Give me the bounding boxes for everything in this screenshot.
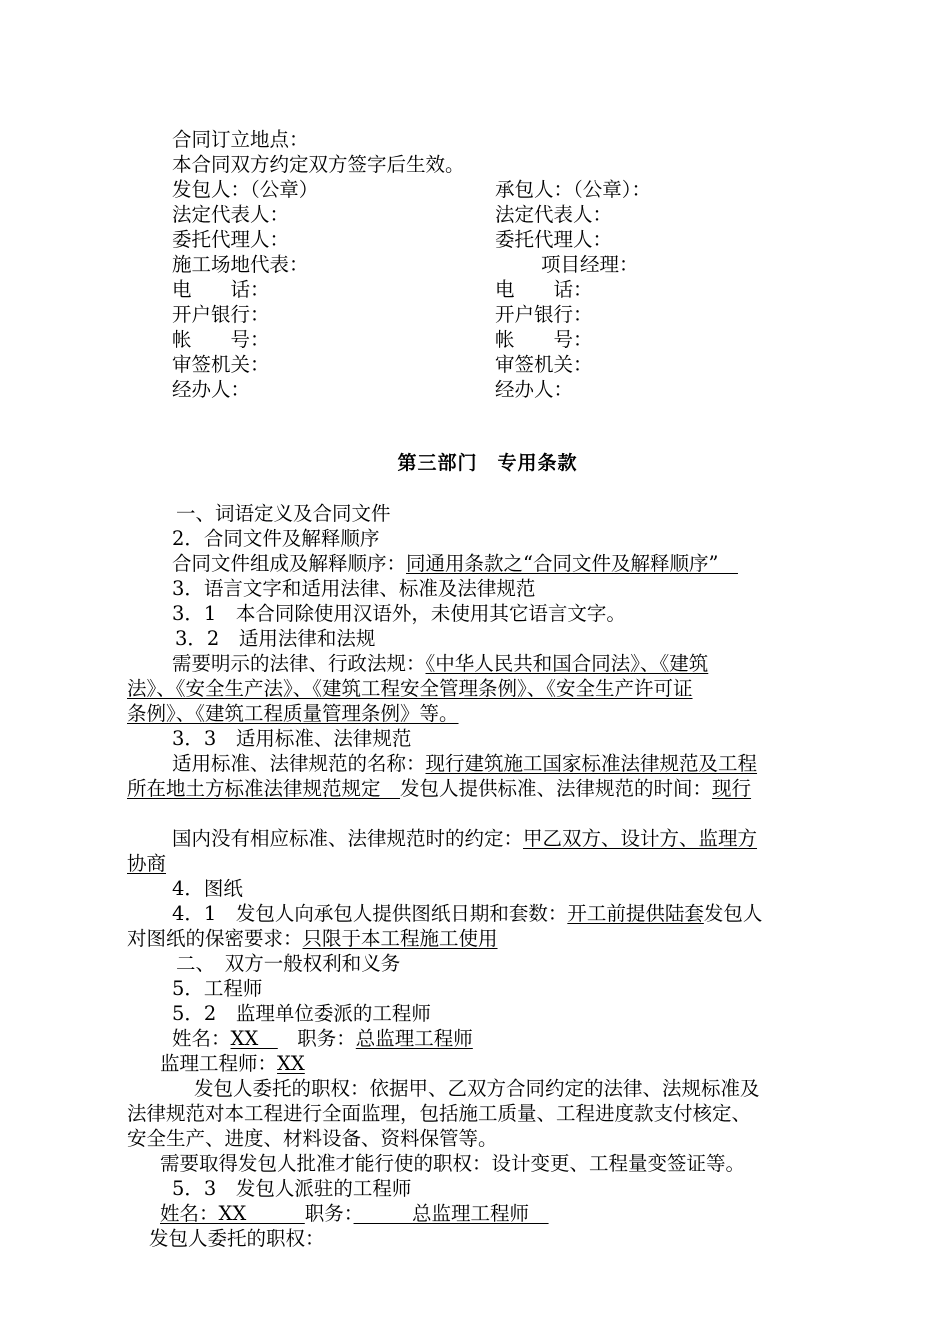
sign-left-agent: 委托代理人： (172, 228, 290, 251)
engineer2-name-line: 姓名：XX 职务： 总监理工程师 (160, 1202, 549, 1225)
no-standard-value-1: 甲乙双方、设计方、监理方 (523, 827, 758, 850)
clause-3-3: 3．3 适用标准、法律规范 (172, 727, 412, 750)
laws-value-1: 《中华人民共和国合同法》、《建筑 (425, 652, 709, 675)
laws-line-3: 条例》、《建筑工程质量管理条例》等。 (127, 702, 459, 725)
engineer-name-line: 姓名：XX 职务：总监理工程师 (172, 1027, 473, 1050)
section-title: 第三部门 专用条款 (397, 452, 578, 474)
engineer-duty-value: 总监理工程师 (355, 1027, 473, 1050)
sign-left-legal-rep: 法定代表人： (172, 203, 290, 226)
standards-value-2: 所在地土方标准法律规范规定 (127, 777, 401, 800)
drawing-secrecy-value: 只限于本工程施工使用 (302, 927, 498, 950)
authority2-line: 发包人委托的职权： (149, 1227, 325, 1250)
engineer2-duty-value: 总监理工程师 (353, 1202, 549, 1225)
heading-definitions: 一、词语定义及合同文件 (176, 502, 391, 525)
approval-line: 需要取得发包人批准才能行使的职权：设计变更、工程量变签证等。 (160, 1152, 746, 1175)
supervisor-line: 监理工程师：XX (160, 1052, 305, 1075)
sign-right-handler: 经办人： (495, 378, 574, 401)
standards-line-1: 适用标准、法律规范的名称：现行建筑施工国家标准法律规范及工程 (172, 752, 758, 775)
clause-5-3: 5．3 发包人派驻的工程师 (172, 1177, 412, 1200)
sign-left-phone: 电 话： (172, 278, 270, 301)
clause-5-2: 5．2 监理单位委派的工程师 (172, 1002, 431, 1025)
laws-line-1: 需要明示的法律、行政法规：《中华人民共和国合同法》、《建筑 (172, 652, 709, 675)
sign-left-site-rep: 施工场地代表： (172, 253, 309, 276)
sign-left-bank: 开户银行： (172, 303, 270, 326)
sign-effective: 本合同双方约定双方签字后生效。 (172, 153, 465, 176)
no-standard-line-1: 国内没有相应标准、法律规范时的约定：甲乙双方、设计方、监理方 (172, 827, 758, 850)
heading-rights: 二、 双方一般权利和义务 (176, 952, 401, 975)
clause-3-1: 3．1 本合同除使用汉语外，未使用其它语言文字。 (172, 602, 626, 625)
sign-right-bank: 开户银行： (495, 303, 593, 326)
sign-right-agent: 委托代理人： (495, 228, 613, 251)
sign-right-project-manager: 项目经理： (541, 253, 639, 276)
sign-right-legal-rep: 法定代表人： (495, 203, 613, 226)
clause-4-1: 4．1 发包人向承包人提供图纸日期和套数：开工前提供陆套发包人 (172, 902, 763, 925)
sign-right-account: 帐 号： (495, 328, 593, 351)
standards-value-1: 现行建筑施工国家标准法律规范及工程 (425, 752, 758, 775)
sign-right-authority: 审签机关： (495, 353, 593, 376)
clause-3: 3．语言文字和适用法律、标准及法律规范 (172, 577, 536, 600)
engineer2-name-label: 姓名： (160, 1202, 219, 1225)
no-standard-line-2: 协商 (127, 852, 167, 875)
drawing-secrecy: 对图纸的保密要求：只限于本工程施工使用 (127, 927, 498, 950)
sign-left-handler: 经办人： (172, 378, 251, 401)
clause-4-1-value: 开工前提供陆套 (567, 902, 704, 925)
standards-line-2: 所在地土方标准法律规范规定 发包人提供标准、法律规范的时间：现行 (127, 777, 752, 800)
clause-4: 4．图纸 (172, 877, 243, 900)
clause-5: 5．工程师 (172, 977, 263, 1000)
sign-left-account: 帐 号： (172, 328, 270, 351)
clause-2-order: 合同文件组成及解释顺序：同通用条款之“合同文件及解释顺序” (172, 552, 738, 575)
sign-right-contractor: 承包人：（公章）： (495, 178, 652, 201)
clause-2-order-value: 同通用条款之“合同文件及解释顺序” (406, 552, 738, 575)
laws-line-2: 法》、《安全生产法》、《建筑工程安全管理条例》、《安全生产许可证 (127, 677, 693, 700)
engineer2-name-value: XX (218, 1202, 305, 1225)
standards-time-value: 现行 (712, 777, 752, 800)
supervisor-value: XX (277, 1052, 305, 1075)
sign-left-authority: 审签机关： (172, 353, 270, 376)
sign-left-employer: 发包人：（公章） (172, 178, 319, 201)
authority-line-3: 安全生产、进度、材料设备、资料保管等。 (127, 1127, 498, 1150)
sign-place: 合同订立地点： (172, 128, 309, 151)
engineer-name-value: XX (230, 1027, 278, 1050)
sign-right-phone: 电 话： (495, 278, 593, 301)
authority-line-2: 法律规范对本工程进行全面监理，包括施工质量、工程进度款支付核定、 (127, 1102, 752, 1125)
authority-line-1: 发包人委托的职权：依据甲、乙双方合同约定的法律、法规标准及 (194, 1077, 760, 1100)
clause-3-2: 3．2 适用法律和法规 (175, 627, 376, 650)
clause-2: 2．合同文件及解释顺序 (172, 527, 380, 550)
